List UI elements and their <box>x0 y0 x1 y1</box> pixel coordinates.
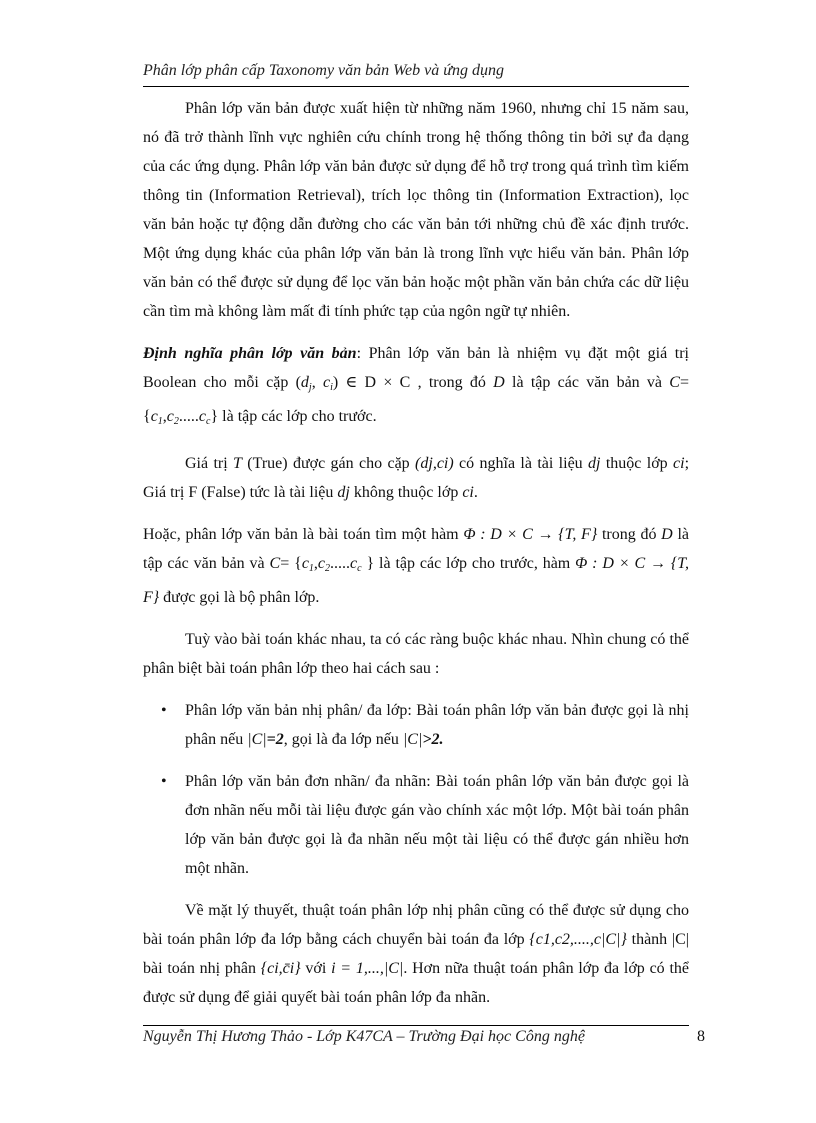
def-dj-sub: j <box>308 382 312 393</box>
def-text-4: = { <box>143 374 689 425</box>
final-text-3: với <box>300 960 332 977</box>
def-text-3: là tập các văn bản và <box>504 374 670 391</box>
footer-text: Nguyễn Thị Hương Thảo - Lớp K47CA – Trường Đại học Công nghệ <box>143 1028 585 1045</box>
truth-text-2: (True) được gán cho cặp <box>241 455 416 472</box>
truth-text-3: có nghĩa là tài liệu <box>453 455 589 472</box>
def-c1 <box>151 408 163 425</box>
func-cc-sub: c <box>357 563 362 574</box>
func-dots: ..... <box>330 555 351 572</box>
func-D: D <box>661 526 673 543</box>
def-cc <box>199 408 211 425</box>
func-c2-c: c <box>317 555 326 572</box>
final-set: {c1,c2,....,c|C|} <box>529 931 627 948</box>
footer-rule <box>143 1025 689 1026</box>
def-ci <box>323 374 333 391</box>
bullet-icon: • <box>161 773 167 790</box>
truth-text-1: Giá trị <box>185 455 234 472</box>
truth-text-5: ; Giá trị F (False) tức là tài liệu <box>143 455 690 501</box>
page-number: 8 <box>697 1028 705 1045</box>
definition-paragraph: Định nghĩa phân lớp văn bản: Phân lớp văn bản là nhiệm vụ đặt một giá trị Boolean cho mỗi cặp ($d_j$, $c_i$) ∈ D × C , trong đó D là tập các văn bản và $C= \{c_1,c_2.....c_c\}$ là tập các lớp cho trước. <box>143 345 690 427</box>
def-cc-c: c <box>198 408 207 425</box>
bullet2-text: Phân lớp văn bản đơn nhãn/ đa nhãn: Bài toán phân lớp văn bản được gọi là đơn nhãn nếu mỗi tài liệu được gán vào chính xác một lớp. Một bài toán phân lớp văn bản được gọi là đa nhãn nếu một tài liệu có thể được gán nhiều hơn một nhãn. <box>185 773 689 877</box>
final-text-1: Về mặt lý thuyết, thuật toán phân lớp nhị phân cũng có thể được sử dụng cho bài toán phân lớp đa lớp bằng cách chuyển bài toán đa lớp <box>143 902 689 948</box>
func-cc-c: c <box>350 555 358 572</box>
func-phi: Φ : D × C → {T, F} <box>143 555 690 606</box>
func-formula: Φ : D × C → {T, F} <box>463 526 598 543</box>
def-c2-sub: 2 <box>173 416 179 427</box>
bullet1-c2: |C| <box>402 731 423 748</box>
func-text-7: được gọi là bộ phân lớp. <box>159 589 320 606</box>
truth-text-6: không thuộc lớp <box>349 484 463 501</box>
func-c1-c: c <box>301 555 309 572</box>
page-header: Phân lớp phân cấp Taxonomy văn bản Web và ứng dụng <box>143 62 504 79</box>
def-ci-c: c <box>322 374 331 391</box>
func-text-1: Hoặc, phân lớp văn bản là bài toán tìm một hàm <box>143 526 464 543</box>
header-rule <box>143 86 689 87</box>
def-text-5: } <box>210 408 219 425</box>
def-cc-sub: c <box>206 416 211 427</box>
def-ci-sub: i <box>330 382 333 393</box>
def-c2-c: c <box>166 408 174 425</box>
func-c1-sub: 1 <box>308 563 314 574</box>
def-dots: ..... <box>178 408 199 425</box>
list-item <box>143 696 689 754</box>
truth-dj-2: dj <box>337 484 350 501</box>
definition-title: Định nghĩa phân lớp văn bản <box>143 345 357 362</box>
bullet1-text-4: >2. <box>422 731 444 748</box>
func-text-3: là tập các văn bản và <box>143 526 690 572</box>
def-c2 <box>167 408 179 425</box>
final-pair: {ci,c̄i} <box>260 960 301 977</box>
func-cc <box>350 555 362 572</box>
truth-paragraph <box>143 449 689 507</box>
func-c2-sub: 2 <box>325 563 331 574</box>
func-text-5: } <box>361 555 375 572</box>
def-c1-c: c <box>150 408 158 425</box>
def-dj <box>301 374 312 391</box>
def-D: D <box>493 374 505 391</box>
truth-text-4: thuộc lớp <box>600 455 674 472</box>
bullet-icon: • <box>161 702 167 719</box>
bullet1-text-1: Phân lớp văn bản nhị phân/ đa lớp: Bài toán phân lớp văn bản được gọi là nhị phân nếu <box>185 702 689 748</box>
func-c2 <box>318 555 330 572</box>
truth-T: T <box>233 455 242 472</box>
bullet-list <box>143 696 689 883</box>
final-range: i = 1,...,|C| <box>331 960 404 977</box>
intro-paragraph: Phân lớp văn bản được xuất hiện từ những năm 1960, nhưng chỉ 15 năm sau, nó đã trở thành lĩnh vực nghiên cứu chính trong hệ thống thông tin bởi sự đa dạng của các ứng dụng. Phân lớp văn bản được sử dụng để hỗ trợ trong quá trình tìm kiếm thông tin (Information Retrieval), trích lọc thông tin (Information Extraction), lọc văn bản hoặc tự động dẫn đường cho các văn bản tới những chủ đề xác định trước. Một ứng dụng khác của phân lớp văn bản là trong lĩnh vực hiểu văn bản. Phân lớp văn bản có thể được sử dụng để lọc văn bản hoặc một phần văn bản chứa các dữ liệu cần tìm mà không làm mất đi tính phức tạp của ngôn ngữ tự nhiên. <box>143 100 689 320</box>
bullet1-c1: |C| <box>247 731 267 748</box>
func-c1 <box>302 555 314 572</box>
truth-ci-2: ci <box>462 484 474 501</box>
function-paragraph: Hoặc, phân lớp văn bản là bài toán tìm một hàm Φ : D × C → {T, F} trong đó D là tập các văn bản và $C= \{c_1,c_2.....c_c$ } là tập các lớp cho trước, hàm Φ : D × C → {T, F} được gọi là bộ phân lớp. <box>143 526 690 606</box>
truth-pair: (dj,ci) <box>415 455 454 472</box>
list-item <box>143 767 689 883</box>
bullet1-text-2: =2 <box>266 731 284 748</box>
def-c1-sub: 1 <box>157 416 163 427</box>
func-text-2: trong đó <box>597 526 662 543</box>
def-dj-d: d <box>300 374 309 391</box>
truth-text-7: . <box>473 484 478 501</box>
types-paragraph: Tuỳ vào bài toán khác nhau, ta có các ràng buộc khác nhau. Nhìn chung có thể phân biệt bài toán phân lớp theo hai cách sau : <box>143 631 689 677</box>
func-C: C <box>269 555 281 572</box>
final-text-2: thành |C| bài toán nhị phân <box>143 931 689 977</box>
final-text-4: . Hơn nữa thuật toán phân lớp đa lớp có thể được sử dụng để giải quyết bài toán phân lớp đa nhãn. <box>143 960 689 1006</box>
truth-dj: dj <box>588 455 601 472</box>
def-C: C <box>669 374 680 391</box>
final-paragraph <box>143 896 689 1012</box>
func-text-6: là tập các lớp cho trước, hàm <box>374 555 576 572</box>
main-content <box>143 94 689 1012</box>
page-footer <box>143 1028 705 1046</box>
def-text-2: ) ∈ D × C , trong đó <box>332 374 494 391</box>
func-text-4: = { <box>280 555 302 572</box>
truth-ci: ci <box>673 455 685 472</box>
def-text-1: : Phân lớp văn bản là nhiệm vụ đặt một giá trị Boolean cho mỗi cặp ( <box>143 345 690 391</box>
bullet1-text-3: , gọi là đa lớp nếu <box>283 731 403 748</box>
def-text-6: là tập các lớp cho trước. <box>218 408 377 425</box>
